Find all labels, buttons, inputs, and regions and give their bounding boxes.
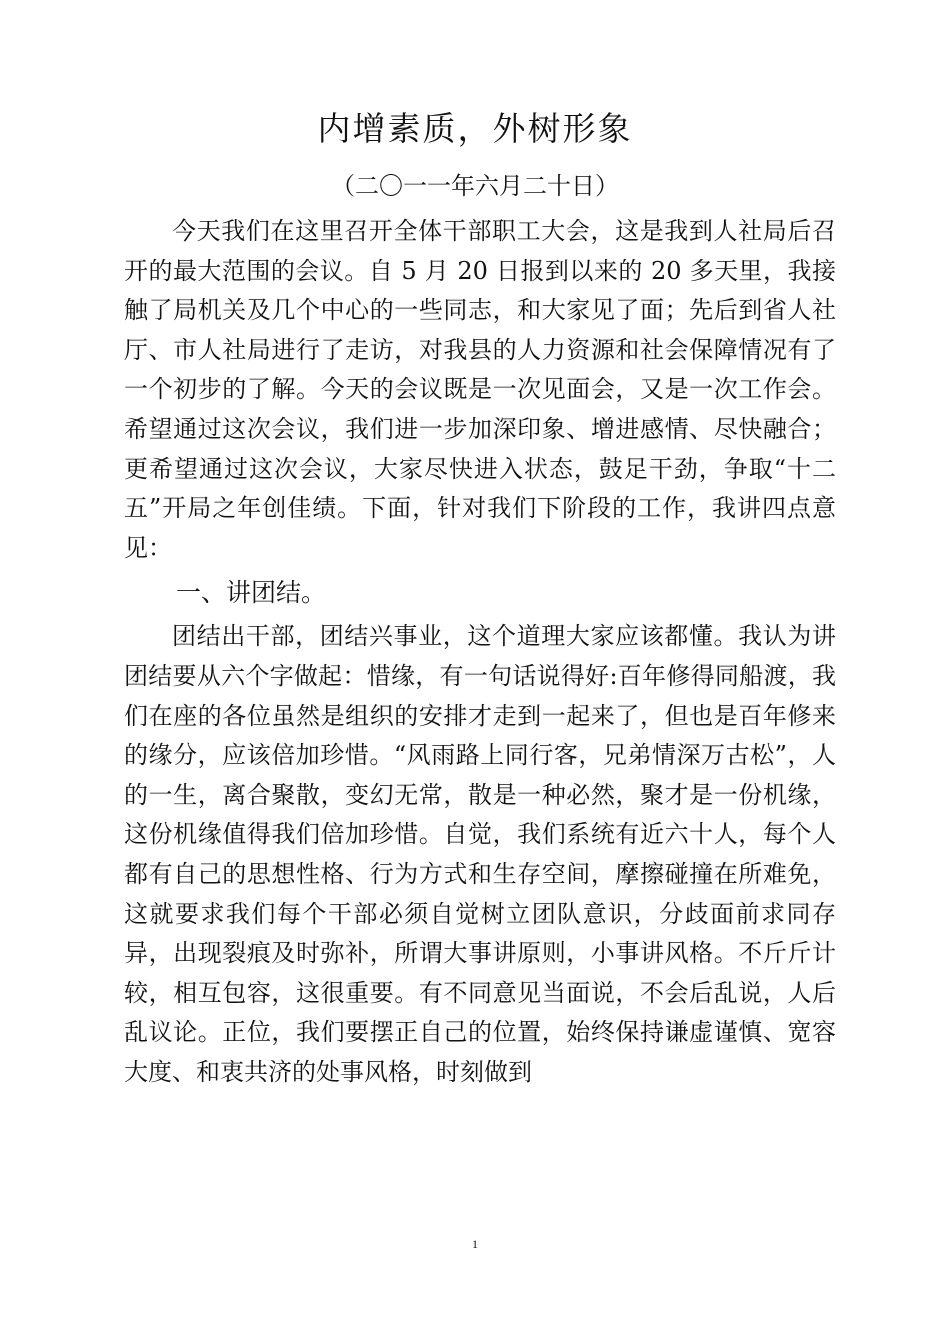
page-number: 1 <box>472 1237 478 1251</box>
intro-paragraph: 今天我们在这里召开全体干部职工大会，这是我到人社局后召开的最大范围的会议。自 5 月 20 日报到以来的 20 多天里，我接触了局机关及几个中心的一些同志，和大家见了面；先后到省人社厅、市人社局进行了走访，对我县的人力资源和社会保障情况有了一个初步的了解。今天的会议既是一次见面会，又是一次工作会。希望通过这次会议，我们进一步加深印象、增进感情、尽快融合；更希望通过这次会议，大家尽快进入状态，鼓足干劲，争取“十二五”开局之年创佳绩。下面，针对我们下阶段的工作，我讲四点意见： <box>124 217 836 562</box>
document-body <box>124 212 836 1092</box>
section-heading-1: 一、讲团结。 <box>176 578 327 608</box>
document-date: （二〇一一年六月二十日） <box>331 172 619 200</box>
document-title: 内增素质，外树形象 <box>317 109 633 148</box>
section-paragraph-1: 团结出干部，团结兴事业，这个道理大家应该都懂。我认为讲团结要从六个字做起：惜缘，有一句话说得好:百年修得同船渡，我们在座的各位虽然是组织的安排才走到一起来了，但也是百年修来的缘分，应该倍加珍惜。“风雨路上同行客，兄弟情深万古松”，人的一生，离合聚散，变幻无常，散是一种必然，聚才是一份机缘，这份机缘值得我们倍加珍惜。自觉，我们系统有近六十人，每个人都有自己的思想性格、行为方式和生存空间，摩擦碰撞在所难免，这就要求我们每个干部必须自觉树立团队意识，分歧面前求同存异，出现裂痕及时弥补，所谓大事讲原则，小事讲风格。不斤斤计较，相互包容，这很重要。有不同意见当面说，不会后乱说，人后乱议论。正位，我们要摆正自己的位置，始终保持谦虚谨慎、宽容大度、和衷共济的处事风格，时刻做到 <box>124 622 836 1086</box>
